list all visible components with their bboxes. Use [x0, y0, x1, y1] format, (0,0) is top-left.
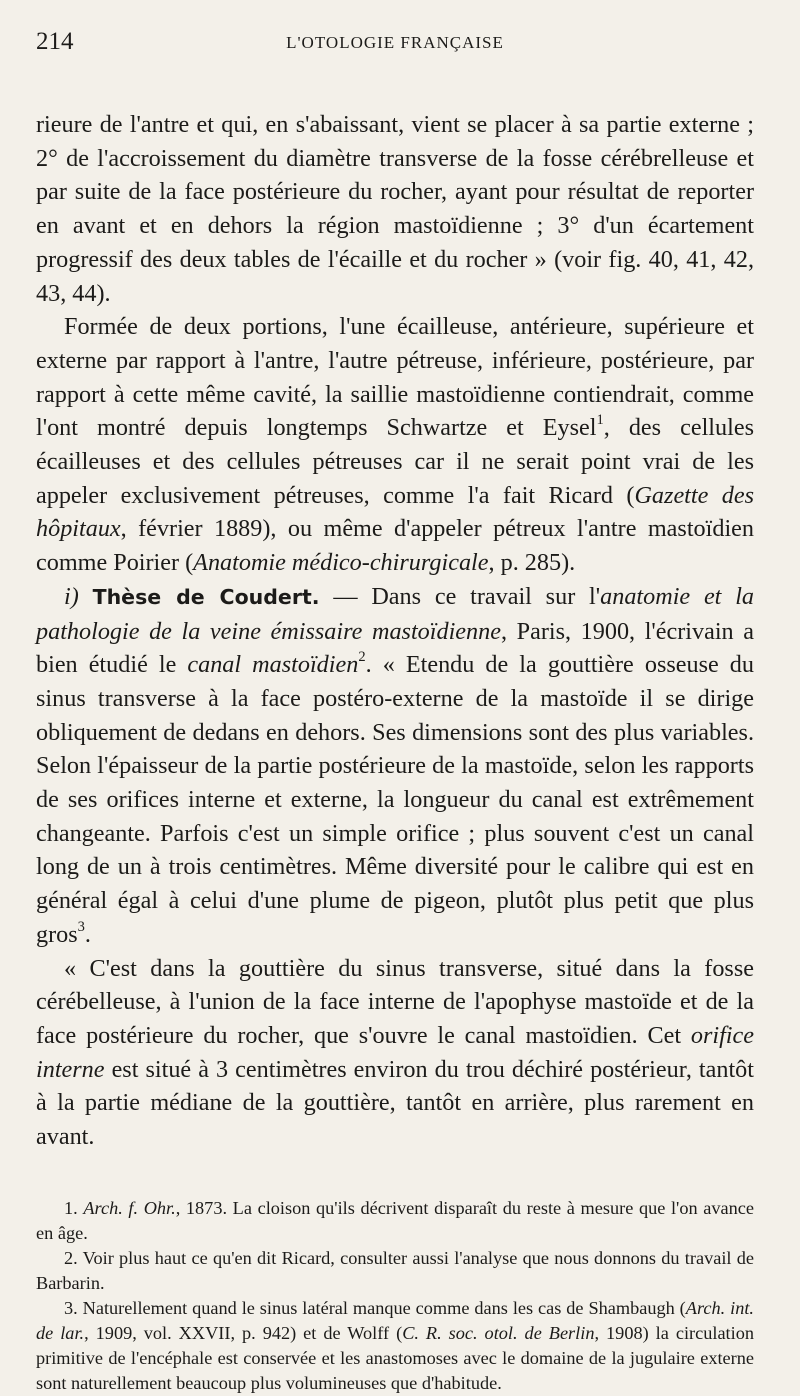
footnote-3: 3. Naturellement quand le sinus latéral manque comme dans les cas de Shambaugh (Arch. int. de lar., 1909, vol. XXVII, p. 942) et de Wolff (C. R. soc. otol. de Berlin, 1908) la circulation primitive de l'encéphale est conservée et les anastomoses avec le domaine de la jugulaire externe sont naturellement beaucoup plus volumineuses que d'habitude.: [36, 1297, 754, 1393]
running-head: [36, 28, 754, 68]
term-orifice: orifice interne: [36, 1021, 754, 1083]
paragraph-mastoid-portions: Formée de deux portions, l'une écailleuse, antérieure, supérieure et externe par rapport à l'antre, l'autre pétreuse, inférieure, postérieure, par rapport à cette même cavité, la saillie mastoïdienne contiendrait, comme l'ont montré depuis longtemps Schwartze et Eysel$^1$, des cellules écailleuses et des cellules pétreuses car il ne serait point vrai de les appeler exclusivement pétreuses, comme l'a fait Ricard (Gazette des hôpitaux, février 1889), ou même d'appeler pétreux l'antre mastoïdien comme Poirier (Anatomie médico-chirurgicale, p. 285).: [36, 313, 754, 577]
page-number: 214: [36, 28, 74, 55]
thesis-title: anatomie et la pathologie de la veine émissaire mastoïdienne: [36, 582, 755, 645]
citation-gazette: Gazette des hôpitaux: [36, 481, 754, 543]
section-marker: i): [64, 582, 79, 610]
footnote-1: 1. Arch. f. Ohr., 1873. La cloison qu'ils décrivent disparaît du reste à mesure que l'on avance en âge.: [36, 1197, 754, 1243]
body-text: [36, 108, 754, 1154]
section-coudert: i) Thèse de Coudert. — Dans ce travail sur l'anatomie et la pathologie de la veine émissaire mastoïdienne, Paris, 1900, l'écrivain a bien étudié le canal mastoïdien$^2$. « Etendu de la gouttière osseuse du sinus transverse à la face postéro-externe de la mastoïde il se dirige obliquement de dedans en dehors. Ses dimensions sont des plus variables. Selon l'épaisseur de la partie postérieure de la mastoïde, selon les rapports de ses orifices interne et externe, la longueur du canal est extrêmement changeante. Parfois c'est un simple orifice ; plus souvent c'est un canal long de un à trois centimètres. Même diversité pour le calibre qui est en général égal à celui d'une plume de pigeon, plutôt plus petit que plus gros$^3$.: [36, 582, 755, 948]
paragraph-continuation: rieure de l'antre et qui, en s'abaissant, vient se placer à sa partie externe ; 2° de l'accroissement du diamètre transverse de la fosse cérébrelleuse et par suite de la face postérieure du rocher, ayant pour résultat de reporter en avant et en dehors la région mastoïdienne ; 3° d'un écartement progressif des deux tables de l'écaille et du rocher » (voir fig. 40, 41, 42, 43, 44).: [36, 111, 754, 307]
footnote-ref-1: 1: [596, 412, 604, 429]
term-canal: canal mastoïdien: [187, 651, 359, 679]
running-title: L'OTOLOGIE FRANÇAISE: [286, 33, 504, 52]
footnote-ref-2: 2: [358, 649, 366, 666]
footnote-2: 2. Voir plus haut ce qu'en dit Ricard, consulter aussi l'analyse que nous donnons du travail de Barbarin.: [36, 1247, 754, 1293]
footnote-ref-3: 3: [77, 919, 85, 935]
footnotes: [36, 1196, 754, 1396]
paragraph-quote: « C'est dans la gouttière du sinus transverse, situé dans la fosse cérébelleuse, à l'union de la face interne de l'apophyse mastoïde et de la face postérieure du rocher, que s'ouvre le canal mastoïdien. Cet orifice interne est situé à 3 centimètres environ du trou déchiré postérieur, tantôt à la partie médiane de la gouttière, tantôt en arrière, plus rarement en avant.: [36, 954, 754, 1151]
section-heading: Thèse de Coudert.: [92, 584, 320, 609]
citation-anatomie: Anatomie médico-chirurgicale: [193, 549, 489, 577]
